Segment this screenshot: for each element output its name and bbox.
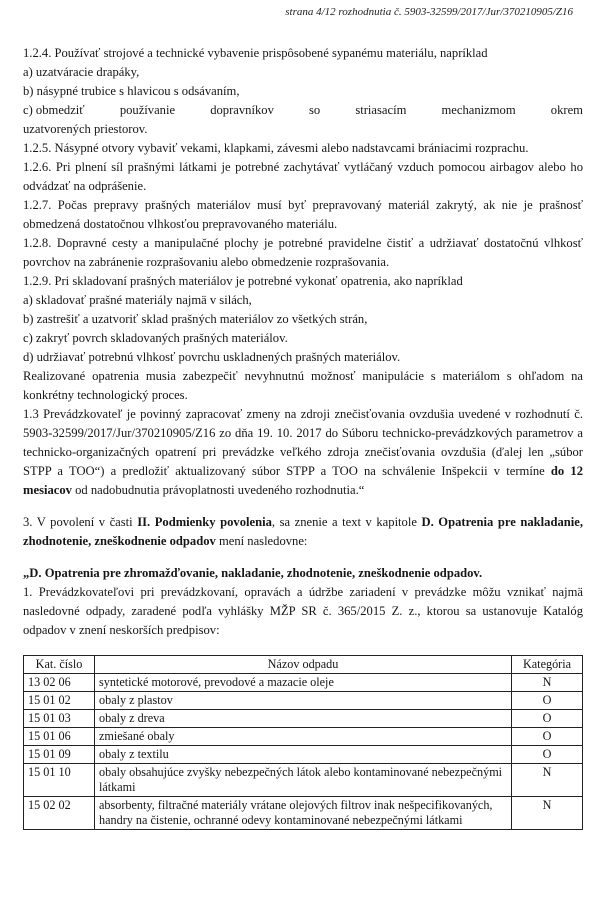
s3-a: 3. V povolení v časti: [23, 515, 133, 529]
paragraph-1-2-7: 1.2.7. Počas prepravy prašných materiálov musí byť prepravovaný materiál zakrytý, ak nie je prašnosť obmedzená dostatočnou vlhkosťou prepravovaného materiálu.: [23, 198, 583, 231]
waste-name: obaly obsahujúce zvyšky nebezpečných látok alebo kontaminované nebezpečnými látkami: [95, 764, 512, 797]
word: striasacím: [355, 103, 407, 117]
item-1-2-9-c: c) zakryť povrch skladovaných prašných materiálov.: [23, 331, 288, 345]
p13-deadline: do 12 mesiacov: [23, 464, 583, 497]
section-d-1: 1. Prevádzkovateľovi pri prevádzkovaní, opravách a údržbe zariadení v prevádzke môžu vznikať najmä nasledovné odpady, zaradené podľa vyhlášky MŽP SR č. 365/2015 Z. z., ktorou sa ustanovuje Katalóg odpadov v znení neskorších predpisov:: [23, 585, 583, 637]
word: dopravníkov: [210, 103, 274, 117]
waste-name: zmiešané obaly: [95, 728, 512, 746]
item-1-2-4-c: [23, 101, 583, 120]
waste-code: 15 02 02: [24, 797, 95, 830]
waste-code: 15 01 09: [24, 746, 95, 764]
s3-c: , sa znenie a text v kapitole: [271, 515, 417, 529]
word: so: [309, 103, 321, 117]
s3-e: mení nasledovne:: [215, 534, 308, 548]
waste-code: 13 02 06: [24, 674, 95, 692]
waste-name: syntetické motorové, prevodové a mazacie oleje: [95, 674, 512, 692]
waste-category: N: [512, 797, 583, 830]
item-1-2-4-c-cont: uzatvorených priestorov.: [23, 122, 148, 136]
section-d-heading: [23, 564, 583, 583]
paragraph-1-2-4: 1.2.4. Používať strojové a technické vybavenie prispôsobené sypanému materiálu, napríklad: [23, 46, 488, 60]
waste-name: obaly z dreva: [95, 710, 512, 728]
col-header-code: Kat. číslo: [24, 656, 95, 674]
word: c) obmedziť: [23, 103, 85, 117]
paragraph-1-2-8: 1.2.8. Dopravné cesty a manipulačné plochy je potrebné pravidelne čistiť a udržiavať dostatočnú vlhkosť povrchov na zabránenie rozprašovaniu alebo obmedzenie rozprašovania.: [23, 236, 583, 269]
paragraph-1-3: [23, 405, 583, 500]
item-1-2-9-d: d) udržiavať potrebnú vlhkosť povrchu uskladnených prašných materiálov.: [23, 350, 401, 364]
waste-code: 15 01 10: [24, 764, 95, 797]
page-header: strana 4/12 rozhodnutia č. 5903-32599/2017/Jur/370210905/Z16: [285, 6, 573, 18]
p13-end: od nadobudnutia právoplatnosti uvedeného rozhodnutia.“: [75, 483, 365, 497]
waste-code: 15 01 03: [24, 710, 95, 728]
waste-table: [23, 655, 583, 830]
section-3: [23, 513, 583, 551]
item-1-2-9-a: a) skladovať prašné materiály najmä v silách,: [23, 293, 252, 307]
table-row: [24, 710, 583, 728]
table-header-row: [24, 656, 583, 674]
table-row: [24, 692, 583, 710]
word: používanie: [119, 103, 176, 117]
col-header-category: Kategória: [512, 656, 583, 674]
waste-category: O: [512, 710, 583, 728]
document-body: [23, 44, 583, 830]
table-row: [24, 746, 583, 764]
waste-category: O: [512, 692, 583, 710]
paragraph-1-2-9: 1.2.9. Pri skladovaní prašných materiálov je potrebné vykonať opatrenia, ako napríklad: [23, 274, 463, 288]
word: mechanizmom: [441, 103, 516, 117]
paragraph-1-2-6: 1.2.6. Pri plnení síl prašnými látkami je potrebné zachytávať vytláčaný vzduch pomocou airbagov alebo ho odvádzať na odprášenie.: [23, 160, 583, 193]
table-row: [24, 674, 583, 692]
paragraph-realizovane: Realizované opatrenia musia zabezpečiť nevyhnutnú možnosť manipulácie s materiálom s ohľadom na konkrétny technologický proces.: [23, 369, 583, 402]
p13-text: 1.3 Prevádzkovateľ je povinný zapracovať zmeny na zdroji znečisťovania ovzdušia uvedené v rozhodnutí č. 5903-32599/2017/Jur/370210905/Z16 zo dňa 19. 10. 2017 do Súboru technicko-prevádzkových parametrov a technicko-organizačných opatrení pri prevádzke veľkého zdroja znečisťovania ovzdušia (ďalej len „súbor STPP a TOO“) a predložiť aktualizovaný súbor STPP a TOO na schválenie Inšpekcii v termíne: [23, 407, 583, 478]
table-row: [24, 764, 583, 797]
waste-category: N: [512, 764, 583, 797]
waste-name: absorbenty, filtračné materiály vrátane olejových filtrov inak nešpecifikovaných, handry na čistenie, ochranné odevy kontaminované nebezpečnými látkami: [95, 797, 512, 830]
item-1-2-9-b: b) zastrešiť a uzatvoriť sklad prašných materiálov zo všetkých strán,: [23, 312, 368, 326]
table-row: [24, 728, 583, 746]
paragraph-1-2-5: 1.2.5. Násypné otvory vybaviť vekami, klapkami, závesmi alebo nadstavcami brániacimi rozprachu.: [23, 141, 529, 155]
waste-name: obaly z plastov: [95, 692, 512, 710]
item-1-2-4-b: b) násypné trubice s hlavicou s odsávaním,: [23, 84, 240, 98]
section-d-title: „D. Opatrenia pre zhromažďovanie, nakladanie, zhodnotenie, zneškodnenie odpadov.: [23, 566, 483, 580]
waste-category: N: [512, 674, 583, 692]
waste-name: obaly z textilu: [95, 746, 512, 764]
table-row: [24, 797, 583, 830]
waste-code: 15 01 02: [24, 692, 95, 710]
item-1-2-4-a: a) uzatváracie drapáky,: [23, 65, 140, 79]
waste-category: O: [512, 728, 583, 746]
s3-d: D. Opatrenia pre nakladanie, zhodnotenie, zneškodnenie odpadov: [23, 515, 583, 548]
s3-b: II. Podmienky povolenia: [137, 515, 272, 529]
word: okrem: [550, 103, 583, 117]
waste-code: 15 01 06: [24, 728, 95, 746]
col-header-name: Názov odpadu: [95, 656, 512, 674]
waste-category: O: [512, 746, 583, 764]
